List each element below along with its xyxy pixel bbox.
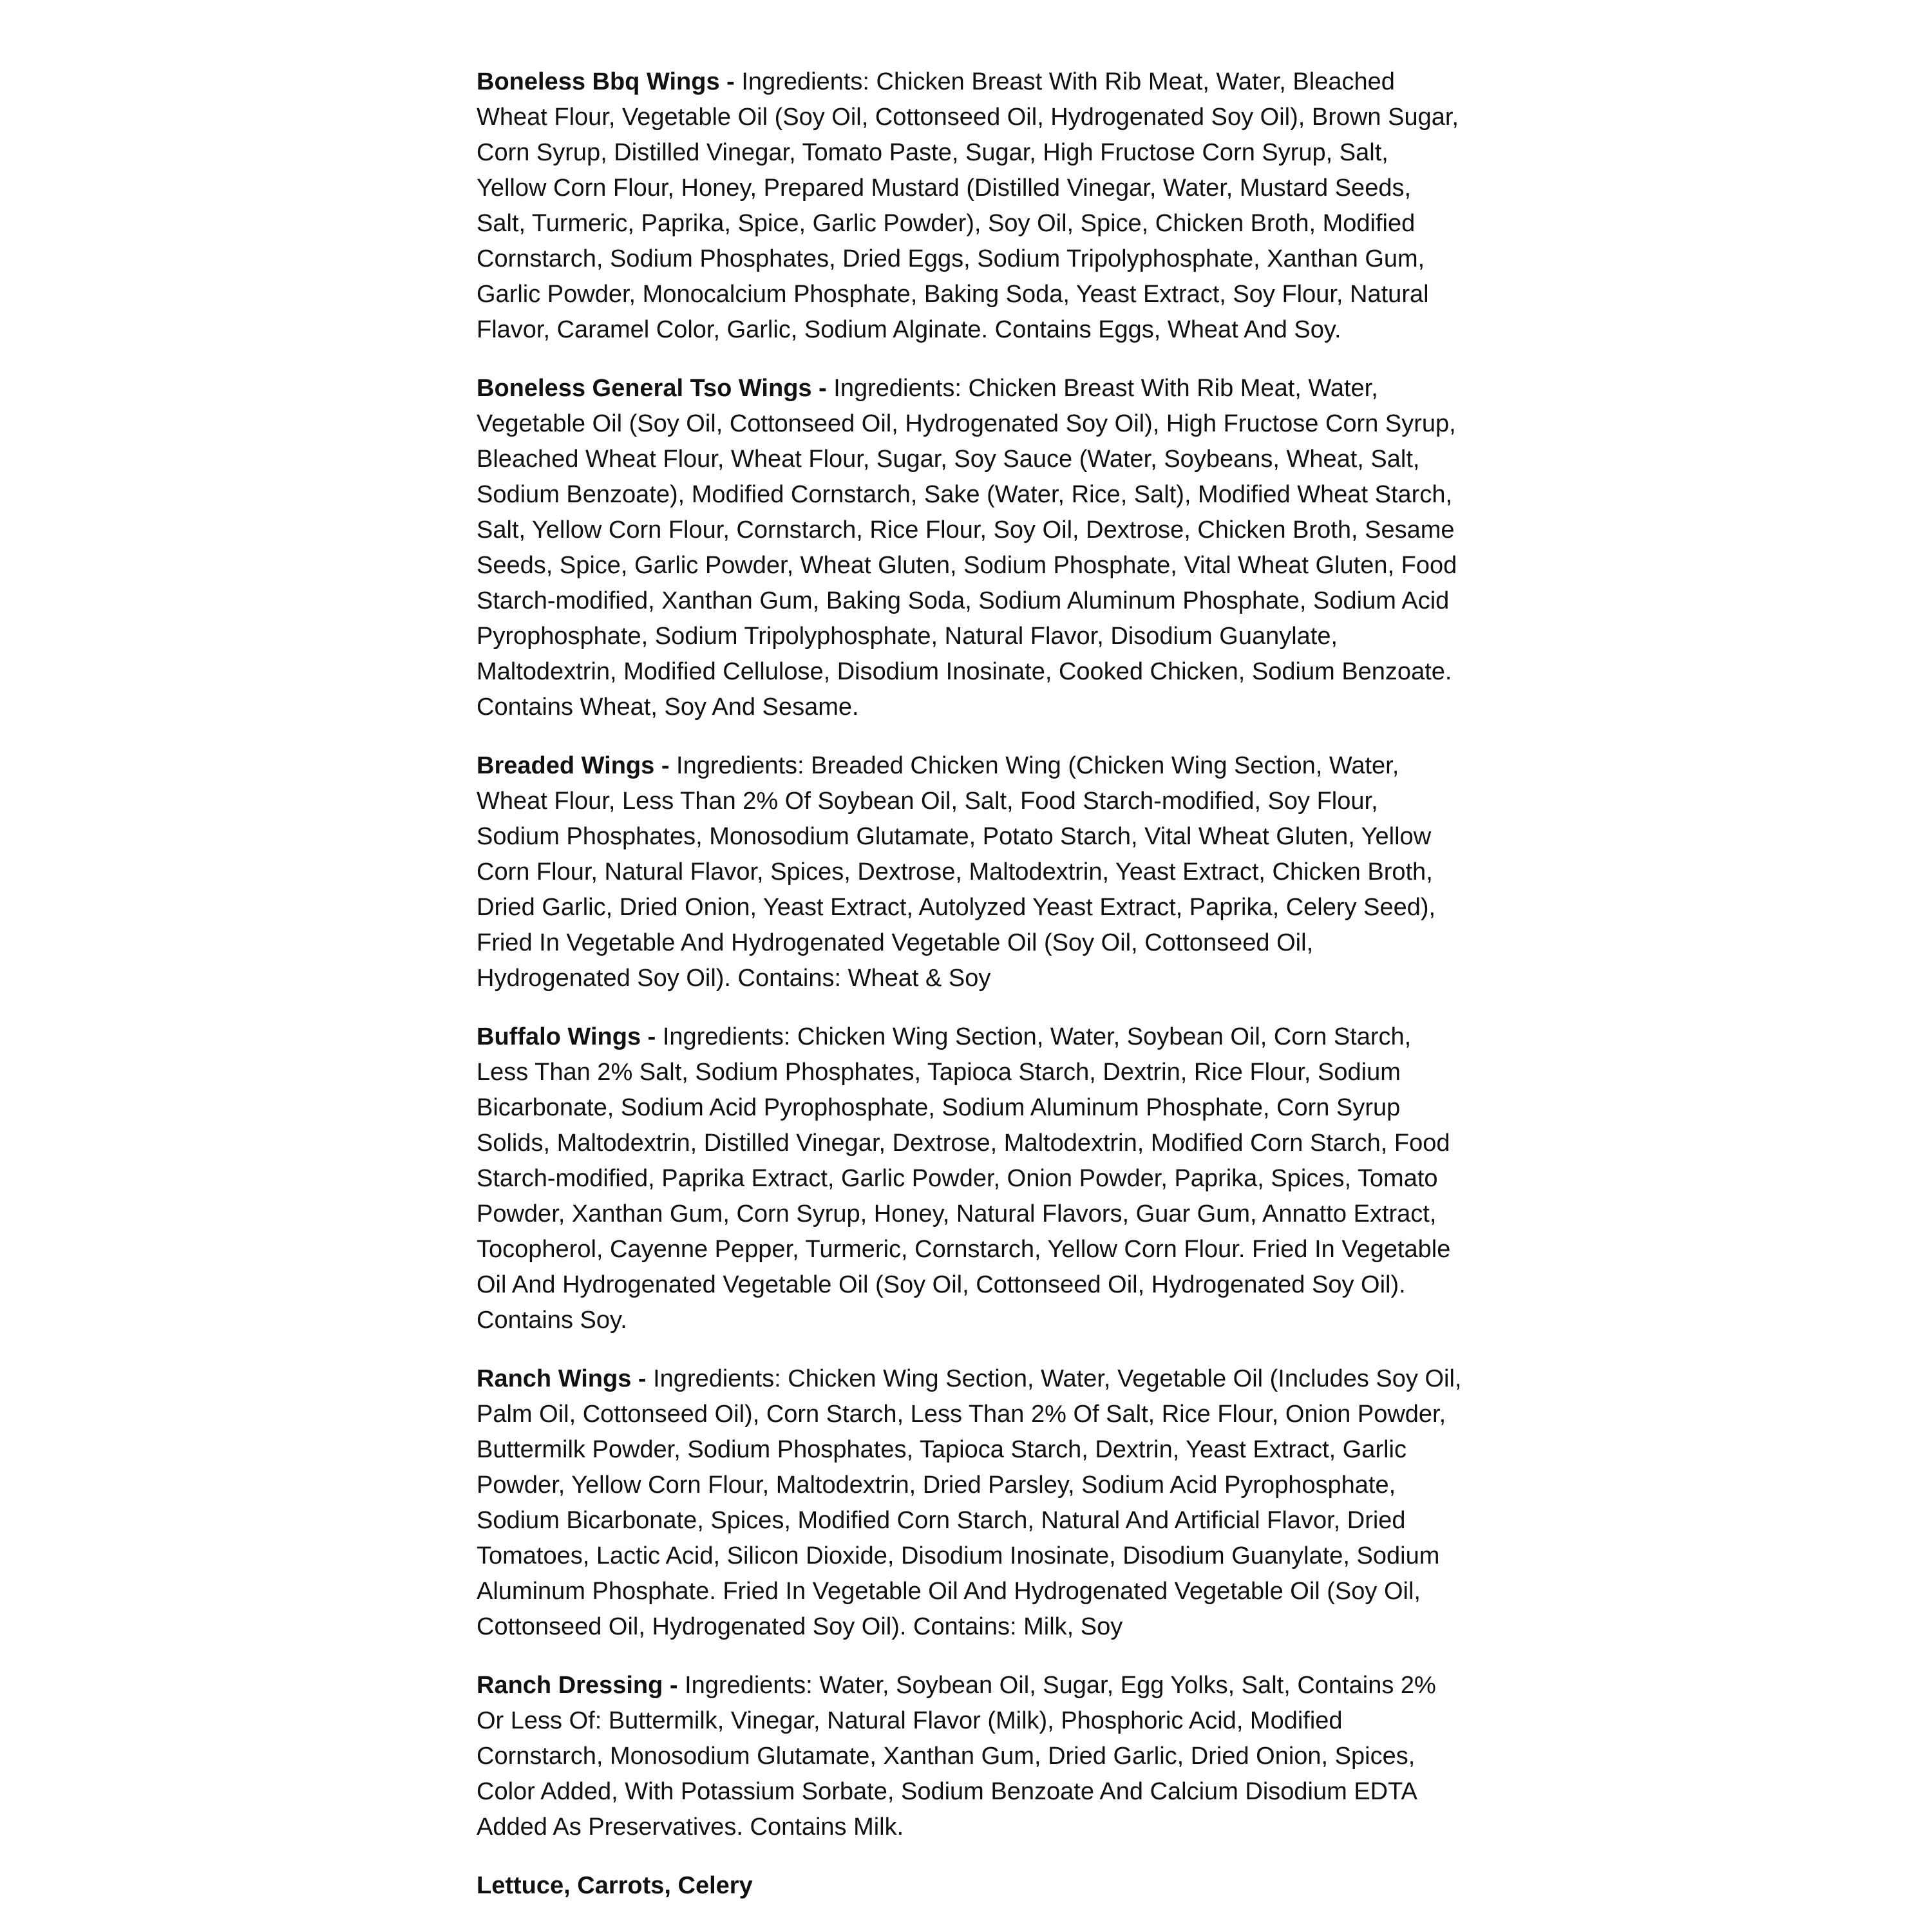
item-name: Boneless General Tso Wings - xyxy=(477,375,827,402)
ingredient-entry-lettuce-carrots-celery xyxy=(477,1868,1462,1904)
ingredients-document xyxy=(477,64,1462,1927)
item-ingredients: Ingredients: Chicken Wing Section, Water, Vegetable Oil (Includes Soy Oil, Palm Oil, Cottonseed Oil), Corn Starch, Less Than 2% Of Salt, Rice Flour, Onion Powder, Buttermilk Powder, Sodium Phosphates, Tapioca Starch, Dextrin, Yeast Extract, Garlic Powder, Yellow Corn Flour, Maltodextrin, Dried Parsley, Sodium Acid Pyrophosphate, Sodium Bicarbonate, Spices, Modified Corn Starch, Natural And Artificial Flavor, Dried Tomatoes, Lactic Acid, Silicon Dioxide, Disodium Inosinate, Disodium Guanylate, Sodium Aluminum Phosphate. Fried In Vegetable Oil And Hydrogenated Vegetable Oil (Soy Oil, Cottonseed Oil, Hydrogenated Soy Oil). Contains: Milk, Soy xyxy=(477,1365,1462,1640)
item-name: Ranch Dressing - xyxy=(477,1672,678,1699)
item-name: Breaded Wings - xyxy=(477,752,670,779)
ingredient-entry-boneless-general-tso-wings xyxy=(477,371,1462,725)
item-ingredients: Ingredients: Water, Soybean Oil, Sugar, Egg Yolks, Salt, Contains 2% Or Less Of: Buttermilk, Vinegar, Natural Flavor (Milk), Phosphoric Acid, Modified Cornstarch, Monosodium Glutamate, Xanthan Gum, Dried Garlic, Dried Onion, Spices, Color Added, With Potassium Sorbate, Sodium Benzoate And Calcium Disodium EDTA Added As Preservatives. Contains Milk. xyxy=(477,1672,1436,1841)
item-name: Ranch Wings - xyxy=(477,1365,647,1392)
ingredient-entry-boneless-bbq-wings xyxy=(477,64,1462,348)
item-name: Buffalo Wings - xyxy=(477,1023,656,1050)
item-ingredients: Ingredients: Chicken Breast With Rib Meat, Water, Bleached Wheat Flour, Vegetable Oil (Soy Oil, Cottonseed Oil, Hydrogenated Soy Oil), Brown Sugar, Corn Syrup, Distilled Vinegar, Tomato Paste, Sugar, High Fructose Corn Syrup, Salt, Yellow Corn Flour, Honey, Prepared Mustard (Distilled Vinegar, Water, Mustard Seeds, Salt, Turmeric, Paprika, Spice, Garlic Powder), Soy Oil, Spice, Chicken Broth, Modified Cornstarch, Sodium Phosphates, Dried Eggs, Sodium Tripolyphosphate, Xanthan Gum, Garlic Powder, Monocalcium Phosphate, Baking Soda, Yeast Extract, Soy Flour, Natural Flavor, Caramel Color, Garlic, Sodium Alginate. Contains Eggs, Wheat And Soy. xyxy=(477,68,1459,343)
item-ingredients: Ingredients: Chicken Breast With Rib Meat, Water, Vegetable Oil (Soy Oil, Cottonseed Oil, Hydrogenated Soy Oil), High Fructose Corn Syrup, Bleached Wheat Flour, Wheat Flour, Sugar, Soy Sauce (Water, Soybeans, Wheat, Salt, Sodium Benzoate), Modified Cornstarch, Sake (Water, Rice, Salt), Modified Wheat Starch, Salt, Yellow Corn Flour, Cornstarch, Rice Flour, Soy Oil, Dextrose, Chicken Broth, Sesame Seeds, Spice, Garlic Powder, Wheat Gluten, Sodium Phosphate, Vital Wheat Gluten, Food Starch-modified, Xanthan Gum, Baking Soda, Sodium Aluminum Phosphate, Sodium Acid Pyrophosphate, Sodium Tripolyphosphate, Natural Flavor, Disodium Guanylate, Maltodextrin, Modified Cellulose, Disodium Inosinate, Cooked Chicken, Sodium Benzoate. Contains Wheat, Soy And Sesame. xyxy=(477,375,1457,721)
item-name: Lettuce, Carrots, Celery xyxy=(477,1872,753,1899)
ingredient-entry-buffalo-wings xyxy=(477,1019,1462,1338)
ingredient-entry-breaded-wings xyxy=(477,748,1462,996)
item-ingredients: Ingredients: Chicken Wing Section, Water, Soybean Oil, Corn Starch, Less Than 2% Salt, Sodium Phosphates, Tapioca Starch, Dextrin, Rice Flour, Sodium Bicarbonate, Sodium Acid Pyrophosphate, Sodium Aluminum Phosphate, Corn Syrup Solids, Maltodextrin, Distilled Vinegar, Dextrose, Maltodextrin, Modified Corn Starch, Food Starch-modified, Paprika Extract, Garlic Powder, Onion Powder, Paprika, Spices, Tomato Powder, Xanthan Gum, Corn Syrup, Honey, Natural Flavors, Guar Gum, Annatto Extract, Tocopherol, Cayenne Pepper, Turmeric, Cornstarch, Yellow Corn Flour. Fried In Vegetable Oil And Hydrogenated Vegetable Oil (Soy Oil, Cottonseed Oil, Hydrogenated Soy Oil). Contains Soy. xyxy=(477,1023,1451,1334)
item-name: Boneless Bbq Wings - xyxy=(477,68,735,95)
ingredient-entry-ranch-wings xyxy=(477,1361,1462,1645)
item-ingredients: Ingredients: Breaded Chicken Wing (Chicken Wing Section, Water, Wheat Flour, Less Than 2% Of Soybean Oil, Salt, Food Starch-modified, Soy Flour, Sodium Phosphates, Monosodium Glutamate, Potato Starch, Vital Wheat Gluten, Yellow Corn Flour, Natural Flavor, Spices, Dextrose, Maltodextrin, Yeast Extract, Chicken Broth, Dried Garlic, Dried Onion, Yeast Extract, Autolyzed Yeast Extract, Paprika, Celery Seed), Fried In Vegetable And Hydrogenated Vegetable Oil (Soy Oil, Cottonseed Oil, Hydrogenated Soy Oil). Contains: Wheat & Soy xyxy=(477,752,1436,992)
ingredient-entry-ranch-dressing xyxy=(477,1668,1462,1845)
